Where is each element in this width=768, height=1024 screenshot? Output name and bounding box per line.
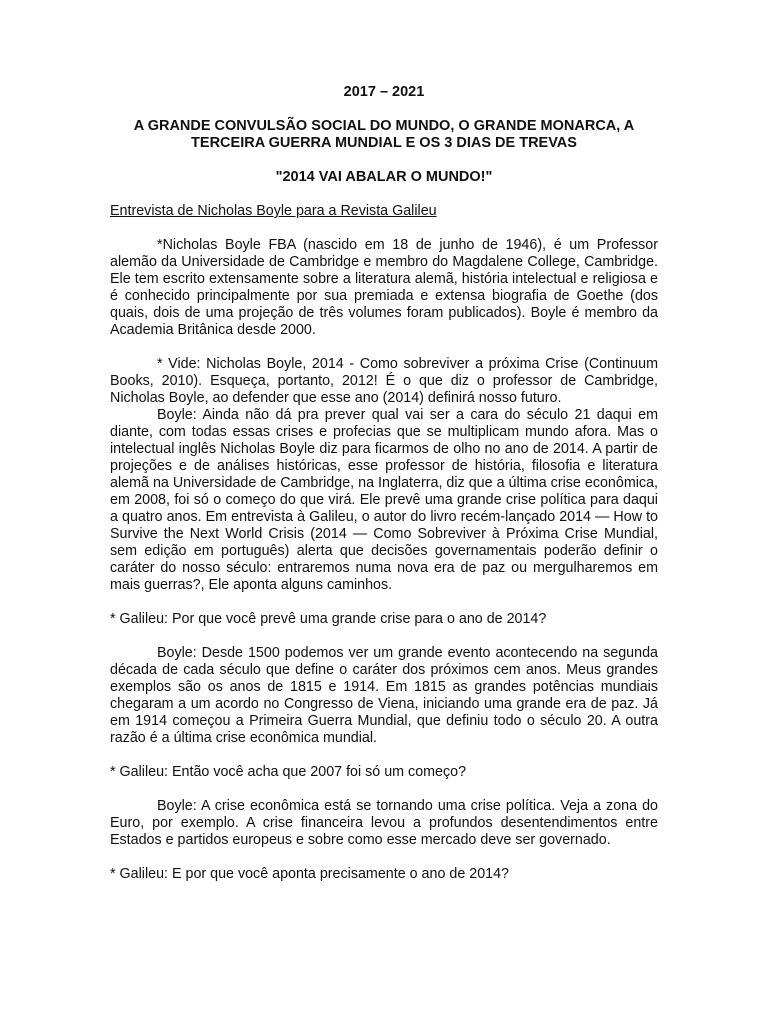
document-page <box>110 84 658 900</box>
paragraph-boyle-intro: Boyle: Ainda não dá pra prever qual vai ser a cara do século 21 daqui em diante, com todas essas crises e profecias que se multiplicam mundo afora. Mas o intelectual inglês Nicholas Boyle diz para ficarmos de olho no ano de 2014. A partir de projeções e de análises históricas, esse professor de história, filosofia e literatura alemã na Universidade de Cambridge, na Inglaterra, diz que a última crise econômica, em 2008, foi só o começo do que virá. Ele prevê uma grande crise política para daqui a quatro anos. Em entrevista à Galileu, o autor do livro recém-lançado 2014 — How to Survive the Next World Crisis (2014 — Como Sobreviver à Próxima Crise Mundial, sem edição em português) alerta que decisões governamentais poderão definir o caráter do nosso século: entraremos numa nova era de paz ou mergulharemos em mais guerras?, Ele aponta alguns caminhos. <box>110 407 658 593</box>
quote-heading: "2014 VAI ABALAR O MUNDO!" <box>275 169 493 185</box>
paragraph-vide: * Vide: Nicholas Boyle, 2014 - Como sobreviver a próxima Crise (Continuum Books, 2010). Esqueça, portanto, 2012! É o que diz o professor de Cambridge, Nicholas Boyle, ao defender que esse ano (2014) definirá nosso futuro. <box>110 356 658 406</box>
paragraph-bio: *Nicholas Boyle FBA (nascido em 18 de junho de 1946), é um Professor alemão da Universidade de Cambridge e membro do Magdalene College, Cambridge. Ele tem escrito extensamente sobre a literatura alemã, história intelectual e religiosa e é conhecido principalmente por sua premiada e extensa biografia de Goethe (dos quais, dois de uma projeção de três volumes foram publicados). Boyle é membro da Academia Britânica desde 2000. <box>110 237 658 338</box>
date-range-heading: 2017 – 2021 <box>343 84 425 100</box>
answer-2: Boyle: A crise econômica está se tornando uma crise política. Veja a zona do Euro, por exemplo. A crise financeira levou a profundos desentendimentos entre Estados e partidos europeus e sobre como esse mercado deve ser governado. <box>110 798 658 848</box>
interview-subtitle-link[interactable] <box>110 203 658 220</box>
question-2: * Galileu: Então você acha que 2007 foi só um começo? <box>110 764 467 780</box>
question-1: * Galileu: Por que você prevê uma grande crise para o ano de 2014? <box>110 611 547 627</box>
answer-1: Boyle: Desde 1500 podemos ver um grande evento acontecendo na segunda década de cada século que define o caráter dos próximos cem anos. Meus grandes exemplos são os anos de 1815 e 1914. Em 1815 as grandes potências mundiais chegaram a um acordo no Congresso de Viena, iniciando uma grande era de paz. Já em 1914 começou a Primeira Guerra Mundial, que definiu todo o século 20. A outra razão é a última crise econômica mundial. <box>110 645 658 746</box>
question-3: * Galileu: E por que você aponta precisamente o ano de 2014? <box>110 866 510 882</box>
document-title: A GRANDE CONVULSÃO SOCIAL DO MUNDO, O GRANDE MONARCA, A TERCEIRA GUERRA MUNDIAL E OS 3 DIAS DE TREVAS <box>133 118 635 151</box>
interview-link-text[interactable]: Entrevista de Nicholas Boyle para a Revista Galileu <box>110 203 437 219</box>
